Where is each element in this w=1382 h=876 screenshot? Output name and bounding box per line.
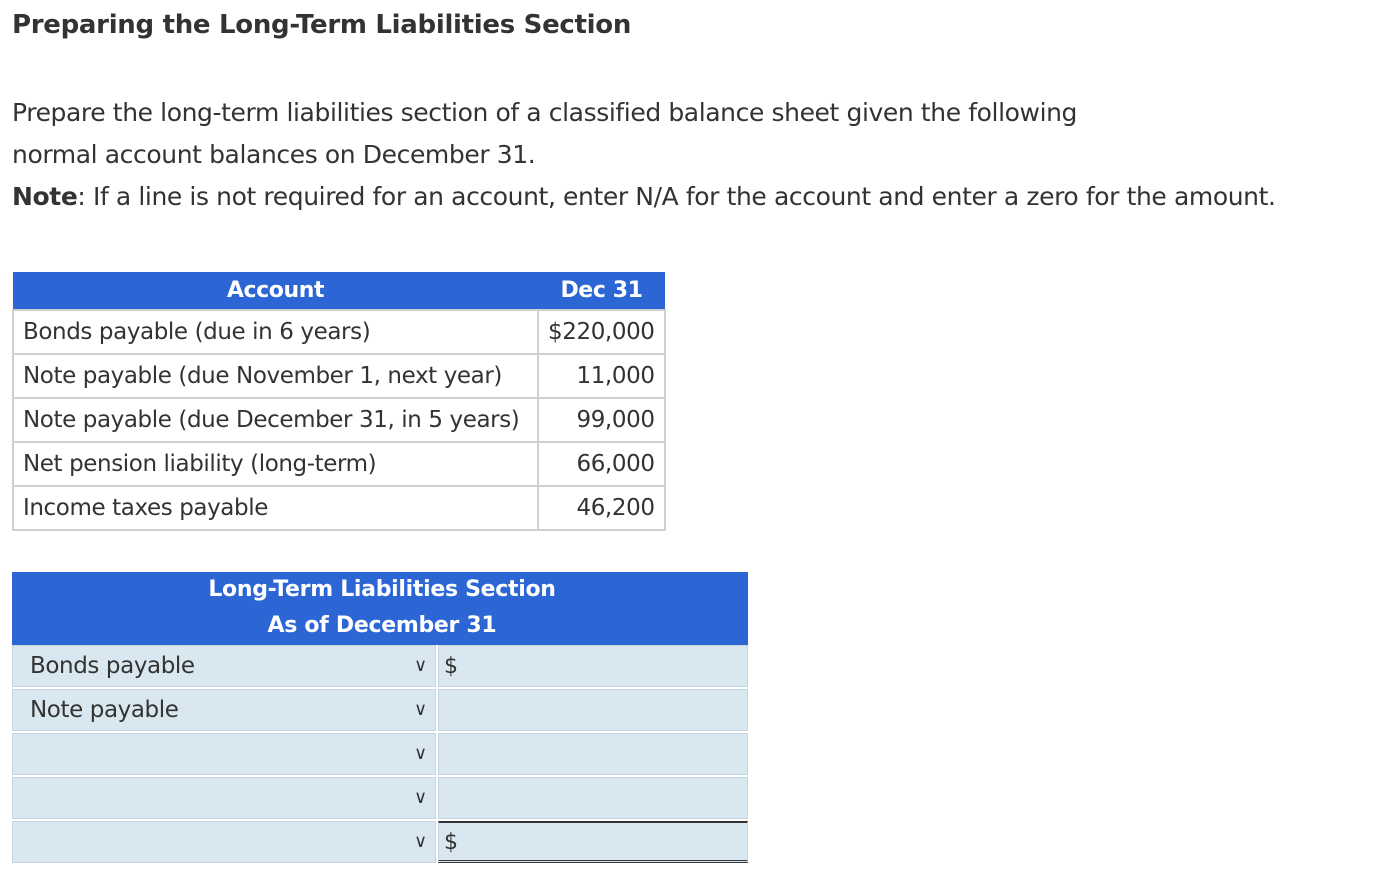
account-select[interactable] bbox=[12, 733, 436, 775]
section-title: Long-Term Liabilities Section bbox=[208, 577, 556, 602]
amount-cell: 66,000 bbox=[538, 442, 665, 486]
account-cell: Bonds payable (due in 6 years) bbox=[13, 310, 538, 354]
amount-input[interactable] bbox=[438, 777, 748, 819]
header-dec31: Dec 31 bbox=[538, 272, 665, 310]
instructions bbox=[12, 92, 1377, 218]
chevron-down-icon[interactable]: ∨ bbox=[414, 699, 428, 720]
answer-row-3 bbox=[12, 733, 748, 777]
instruction-note bbox=[12, 176, 1377, 218]
chevron-down-icon[interactable]: ∨ bbox=[414, 655, 428, 676]
instruction-line-1: Prepare the long-term liabilities section of a classified balance sheet given the following bbox=[12, 98, 1078, 127]
chevron-down-icon[interactable]: ∨ bbox=[414, 831, 428, 852]
account-select[interactable] bbox=[12, 821, 436, 863]
balances-header-row bbox=[13, 272, 665, 310]
amount-cell: 11,000 bbox=[538, 354, 665, 398]
answer-row-2 bbox=[12, 689, 748, 733]
instruction-line-2: normal account balances on December 31. bbox=[12, 140, 536, 169]
section-subtitle: As of December 31 bbox=[267, 613, 497, 638]
table-row bbox=[13, 354, 665, 398]
account-select-value: Bonds payable bbox=[30, 653, 195, 679]
note-text: : If a line is not required for an account, enter N/A for the account and enter a zero for the amount. bbox=[77, 182, 1276, 211]
account-cell: Note payable (due December 31, in 5 years) bbox=[13, 398, 538, 442]
account-cell: Net pension liability (long-term) bbox=[13, 442, 538, 486]
section-header bbox=[12, 572, 748, 645]
header-account: Account bbox=[13, 272, 538, 310]
account-select-value: Note payable bbox=[30, 697, 179, 723]
chevron-down-icon[interactable]: ∨ bbox=[414, 743, 428, 764]
long-term-liabilities-section bbox=[12, 572, 748, 865]
page-title: Preparing the Long-Term Liabilities Section bbox=[12, 10, 632, 40]
answer-row-1 bbox=[12, 645, 748, 689]
amount-cell: 99,000 bbox=[538, 398, 665, 442]
dollar-sign: $ bbox=[444, 830, 458, 855]
answer-row-total bbox=[12, 821, 748, 865]
table-row bbox=[13, 310, 665, 354]
account-select[interactable] bbox=[12, 777, 436, 819]
table-row bbox=[13, 486, 665, 530]
balances-table bbox=[12, 272, 666, 531]
amount-input[interactable] bbox=[438, 645, 748, 687]
table-row bbox=[13, 442, 665, 486]
dollar-sign: $ bbox=[444, 654, 458, 679]
amount-input[interactable] bbox=[438, 733, 748, 775]
amount-input[interactable] bbox=[438, 689, 748, 731]
answer-row-4 bbox=[12, 777, 748, 821]
account-cell: Note payable (due November 1, next year) bbox=[13, 354, 538, 398]
chevron-down-icon[interactable]: ∨ bbox=[414, 787, 428, 808]
amount-cell: $220,000 bbox=[538, 310, 665, 354]
account-cell: Income taxes payable bbox=[13, 486, 538, 530]
note-label: Note bbox=[12, 182, 78, 211]
total-amount-input[interactable] bbox=[438, 821, 748, 863]
amount-cell: 46,200 bbox=[538, 486, 665, 530]
table-row bbox=[13, 398, 665, 442]
